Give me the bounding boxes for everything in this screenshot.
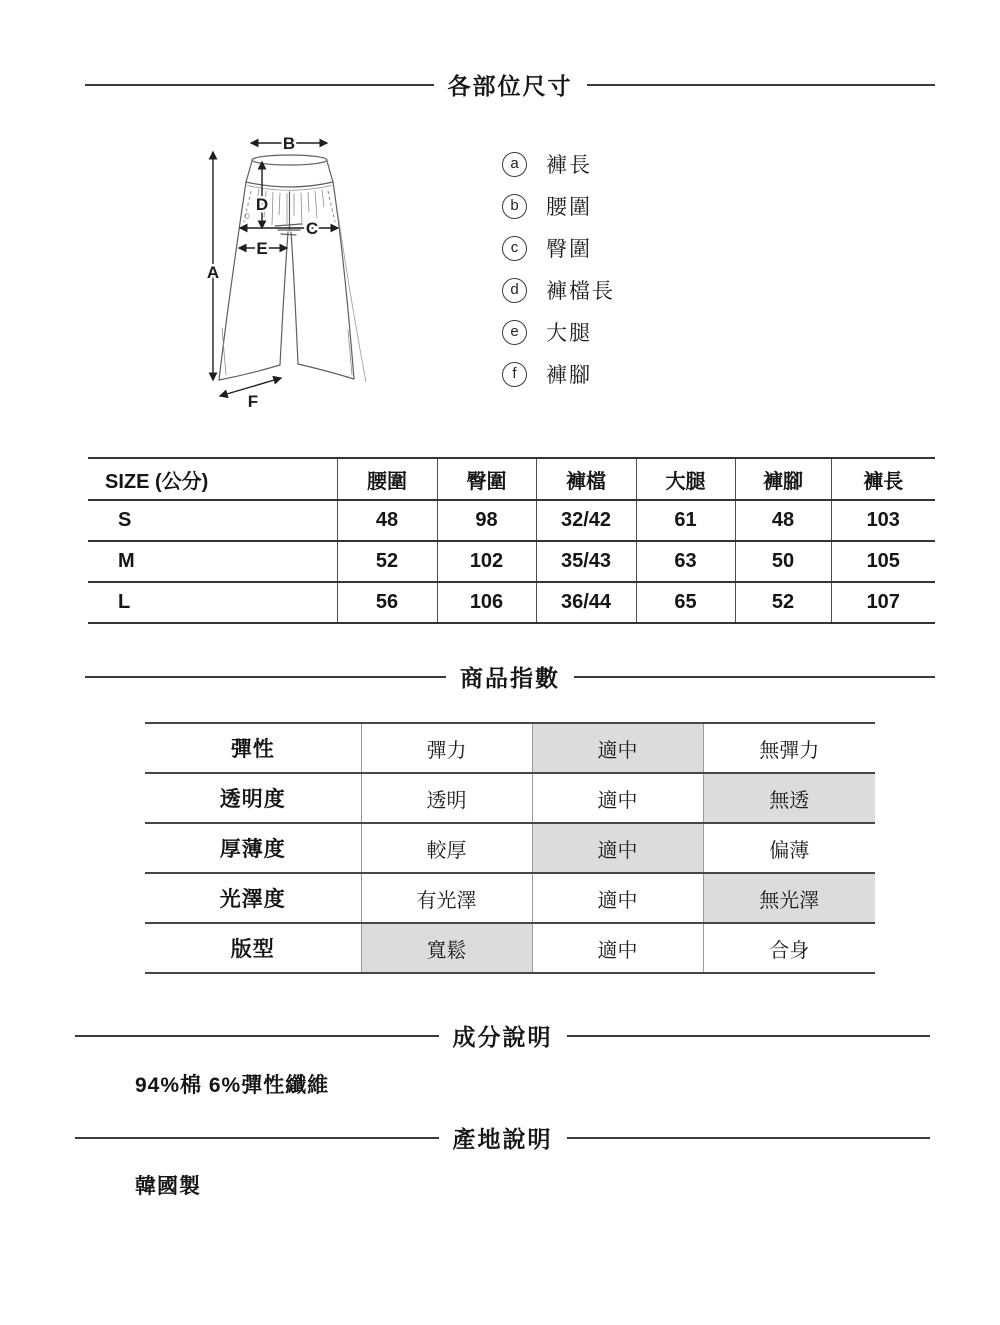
- marker-label-d: D: [255, 195, 269, 214]
- size-value-cell: 107: [831, 582, 935, 623]
- index-attr-cell: 透明度: [145, 773, 361, 823]
- divider-line: [567, 1035, 931, 1037]
- legend-label: 褲長: [546, 154, 592, 177]
- index-row-fit: [145, 923, 875, 973]
- pants-outline: [219, 155, 366, 382]
- index-option-cell: 有光澤: [361, 873, 532, 923]
- size-table-header-cell: 臀圍: [437, 458, 536, 500]
- product-index-table: [145, 722, 875, 974]
- marker-label-a: A: [206, 263, 220, 282]
- index-option-cell: 適中: [532, 773, 703, 823]
- index-row-thickness: [145, 823, 875, 873]
- size-table-header-cell: SIZE (公分): [88, 458, 337, 500]
- size-name-cell: S: [88, 500, 337, 541]
- section-title-composition: [75, 1019, 930, 1052]
- composition-title: 成分說明: [452, 1024, 553, 1050]
- origin-title: 產地說明: [452, 1126, 553, 1152]
- index-option-cell: 彈力: [361, 723, 532, 773]
- composition-text: 94%棉 6%彈性纖維: [135, 1074, 330, 1097]
- size-table-row-m: [88, 541, 935, 582]
- divider-line: [587, 84, 936, 86]
- legend-label: 腰圍: [546, 196, 592, 219]
- index-attr-cell: 版型: [145, 923, 361, 973]
- size-value-cell: 52: [337, 541, 437, 582]
- section-title-measurements: [85, 68, 935, 101]
- index-option-cell: 偏薄: [703, 823, 875, 873]
- divider-line: [85, 84, 434, 86]
- marker-label-e: E: [256, 239, 268, 258]
- section-title-origin: [75, 1121, 930, 1154]
- index-option-cell: 合身: [703, 923, 875, 973]
- index-option-cell: 無彈力: [703, 723, 875, 773]
- legend-label: 臀圍: [546, 238, 592, 261]
- index-option-cell: 適中: [532, 723, 703, 773]
- index-row-elasticity: [145, 723, 875, 773]
- index-title: 商品指數: [460, 665, 560, 691]
- marker-label-c: C: [305, 219, 319, 238]
- size-name-cell: L: [88, 582, 337, 623]
- index-row-transparency: [145, 773, 875, 823]
- index-option-cell: 適中: [532, 923, 703, 973]
- size-value-cell: 65: [636, 582, 735, 623]
- circled-letter-a-icon: a: [502, 152, 527, 177]
- size-value-cell: 35/43: [536, 541, 636, 582]
- legend-item-b: [502, 185, 615, 227]
- measurement-diagram-row: [0, 119, 1000, 409]
- origin-text: 韓國製: [135, 1175, 201, 1198]
- index-option-cell: 無透: [703, 773, 875, 823]
- divider-line: [75, 1137, 439, 1139]
- legend-label: 大腿: [546, 322, 592, 345]
- divider-line: [567, 1137, 931, 1139]
- index-option-cell: 無光澤: [703, 873, 875, 923]
- size-value-cell: 63: [636, 541, 735, 582]
- divider-line: [574, 676, 935, 678]
- section-title-index: [85, 660, 935, 693]
- divider-line: [75, 1035, 439, 1037]
- pocket-right: [328, 191, 335, 222]
- size-value-cell: 102: [437, 541, 536, 582]
- legend-item-f: [502, 353, 615, 395]
- size-value-cell: 61: [636, 500, 735, 541]
- index-row-gloss: [145, 873, 875, 923]
- legend-item-d: [502, 269, 615, 311]
- legend-item-a: [502, 143, 615, 185]
- legend-item-e: [502, 311, 615, 353]
- size-table-row-s: [88, 500, 935, 541]
- size-value-cell: 50: [735, 541, 831, 582]
- circled-letter-e-icon: e: [502, 320, 527, 345]
- size-value-cell: 103: [831, 500, 935, 541]
- marker-label-f: F: [247, 392, 259, 409]
- size-table-header-row: [88, 458, 935, 500]
- circled-letter-f-icon: f: [502, 362, 527, 387]
- legend-label: 褲腳: [546, 364, 592, 387]
- size-table-row-l: [88, 582, 935, 623]
- size-value-cell: 98: [437, 500, 536, 541]
- size-value-cell: 48: [337, 500, 437, 541]
- size-table: [88, 457, 935, 624]
- size-table-header-cell: 褲長: [831, 458, 935, 500]
- index-option-cell: 寬鬆: [361, 923, 532, 973]
- size-value-cell: 56: [337, 582, 437, 623]
- circled-letter-d-icon: d: [502, 278, 527, 303]
- measurement-legend: [460, 119, 615, 409]
- size-table-header-cell: 大腿: [636, 458, 735, 500]
- index-option-cell: 較厚: [361, 823, 532, 873]
- size-table-header-cell: 腰圍: [337, 458, 437, 500]
- size-value-cell: 52: [735, 582, 831, 623]
- index-attr-cell: 彈性: [145, 723, 361, 773]
- size-value-cell: 48: [735, 500, 831, 541]
- index-option-cell: 適中: [532, 873, 703, 923]
- marker-label-b: B: [282, 134, 296, 153]
- size-value-cell: 106: [437, 582, 536, 623]
- circled-letter-c-icon: c: [502, 236, 527, 261]
- size-table-header-cell: 褲檔: [536, 458, 636, 500]
- size-table-header-cell: 褲腳: [735, 458, 831, 500]
- hem-slits: [222, 328, 352, 375]
- size-value-cell: 105: [831, 541, 935, 582]
- index-attr-cell: 光澤度: [145, 873, 361, 923]
- pants-diagram: [180, 119, 460, 409]
- measurements-title: 各部位尺寸: [447, 73, 573, 99]
- size-name-cell: M: [88, 541, 337, 582]
- index-option-cell: 透明: [361, 773, 532, 823]
- legend-item-c: [502, 227, 615, 269]
- legend-label: 褲檔長: [546, 280, 615, 303]
- size-value-cell: 32/42: [536, 500, 636, 541]
- divider-line: [85, 676, 446, 678]
- index-attr-cell: 厚薄度: [145, 823, 361, 873]
- index-option-cell: 適中: [532, 823, 703, 873]
- size-value-cell: 36/44: [536, 582, 636, 623]
- circled-letter-b-icon: b: [502, 194, 527, 219]
- pants-line-art: [180, 119, 460, 409]
